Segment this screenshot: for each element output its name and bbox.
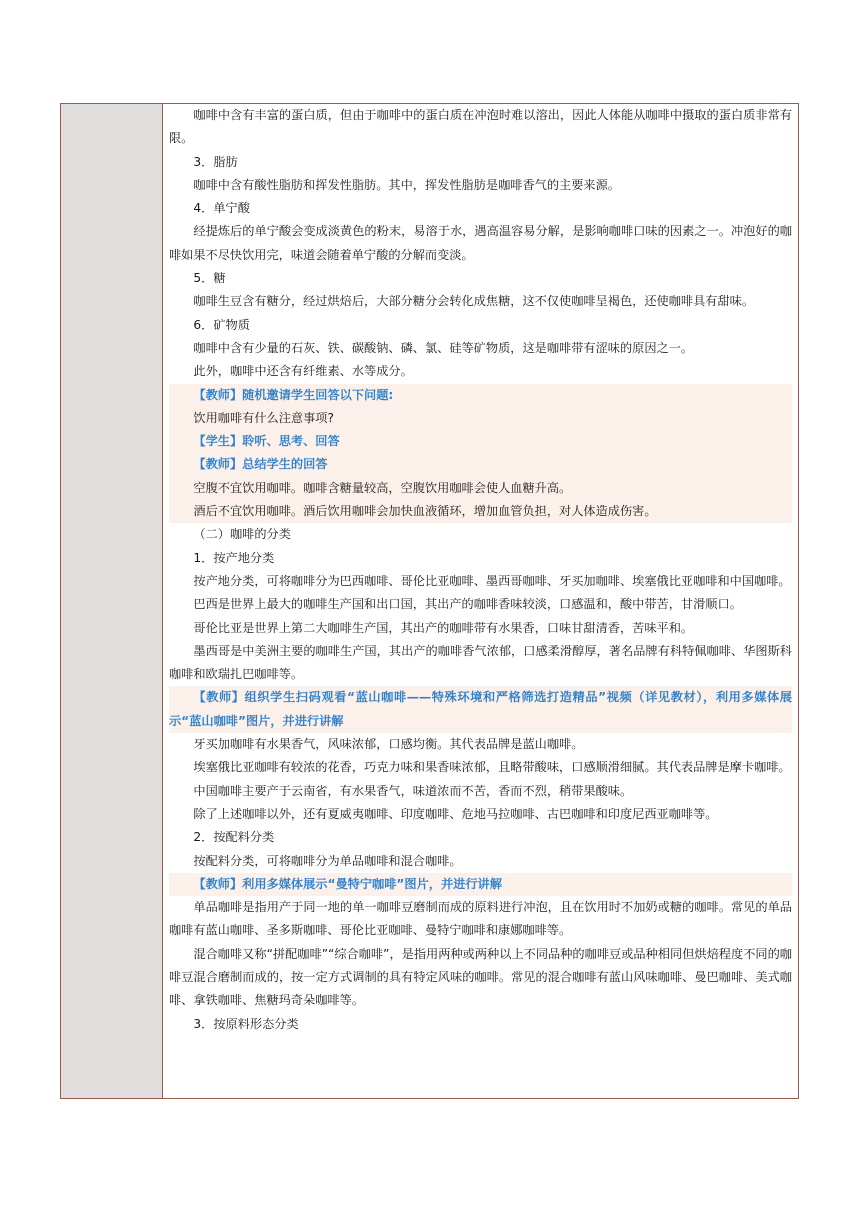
paragraph [169,174,792,197]
paragraph [169,477,792,500]
paragraph [169,593,792,616]
paragraph-text: 经提炼后的单宁酸会变成淡黄色的粉末，易溶于水，遇高温容易分解，是影响咖啡口味的因素之一。冲泡好的咖啡如果不尽快饮用完，味道会随着单宁酸的分解而变淡。 [169,224,792,262]
lesson-table [60,103,799,1099]
paragraph-text: 空腹不宜饮用咖啡。咖啡含糖量较高，空腹饮用咖啡会使人血糖升高。 [193,480,572,495]
teacher-student-note [169,686,792,733]
paragraph [169,407,792,430]
paragraph-text: 3．脂肪 [193,154,238,169]
paragraph [169,360,792,383]
teacher-student-note [169,453,792,476]
paragraph-text: 单品咖啡是指用产于同一地的单一咖啡豆磨制而成的原料进行冲泡，且在饮用时不加奶或糖的咖啡。常见的单品咖啡有蓝山咖啡、圣多斯咖啡、哥伦比亚咖啡、曼特宁咖啡和康娜咖啡等。 [169,900,792,938]
paragraph-text: 咖啡生豆含有糖分，经过烘焙后，大部分糖分会转化成焦糖，这不仅使咖啡呈褐色，还使咖啡具有甜味。 [193,294,755,309]
paragraph [169,780,792,803]
paragraph-text: 【教师】随机邀请学生回答以下问题: [193,387,394,402]
teacher-student-note [169,873,792,896]
paragraph-text: 埃塞俄比亚咖啡有较浓的花香，巧克力味和果香味浓郁，且略带酸味，口感顺滑细腻。其代表品牌是摩卡咖啡。 [193,760,791,775]
paragraph-text: 牙买加咖啡有水果香气，风味浓郁，口感均衡。其代表品牌是蓝山咖啡。 [193,737,584,752]
paragraph-text: 巴西是世界上最大的咖啡生产国和出口国，其出产的咖啡香味较淡，口感温和，酸中带苦，甘滑顺口。 [193,597,742,612]
paragraph [169,570,792,593]
paragraph [169,523,792,546]
paragraph-text: 【教师】总结学生的回答 [193,457,328,472]
paragraph-text: 混合咖啡又称“拼配咖啡”“综合咖啡”，是指用两种或两种以上不同品种的咖啡豆或品种相同但烘焙程度不同的咖啡豆混合磨制而成的，按一定方式调制的具有特定风味的咖啡。常见的混合咖啡有蓝山风味咖啡、曼巴咖啡、美式咖啡、拿铁咖啡、焦糖玛奇朵咖啡等。 [169,946,792,1008]
paragraph [169,290,792,313]
paragraph [169,267,792,290]
paragraph-text: 3．按原料形态分类 [193,1016,299,1031]
paragraph [169,104,792,151]
paragraph-text: （二）咖啡的分类 [193,527,291,542]
paragraph-text: 咖啡中含有少量的石灰、铁、碳酸钠、磷、氯、硅等矿物质，这是咖啡带有涩味的原因之一。 [193,340,694,355]
paragraph-text: 5．糖 [193,271,226,286]
teacher-student-note [169,384,792,407]
paragraph [169,943,792,1013]
paragraph-text: 饮用咖啡有什么注意事项? [193,410,334,425]
paragraph-text: 1．按产地分类 [193,550,275,565]
paragraph-text: 【教师】组织学生扫码观看“蓝山咖啡——特殊环境和严格筛选打造精品”视频（详见教材），利用多媒体展示“蓝山咖啡”图片，并进行讲解 [169,690,792,728]
paragraph [169,617,792,640]
paragraph [169,756,792,779]
paragraph-text: 酒后不宜饮用咖啡。酒后饮用咖啡会加快血液循环，增加血管负担，对人体造成伤害。 [193,504,657,519]
paragraph-text: 墨西哥是中美洲主要的咖啡生产国，其出产的咖啡香气浓郁，口感柔滑醇厚，著名品牌有科特佩咖啡、华图斯科咖啡和欧瑞扎巴咖啡等。 [169,643,792,682]
paragraph [169,1013,792,1036]
paragraph-text: 4．单宁酸 [193,201,250,216]
paragraph [169,850,792,873]
paragraph [169,547,792,570]
paragraph [169,337,792,360]
paragraph [169,220,792,267]
paragraph-text: 咖啡中含有酸性脂肪和挥发性脂肪。其中，挥发性脂肪是咖啡香气的主要来源。 [193,177,620,192]
teacher-student-note [169,430,792,453]
paragraph-text: 2．按配料分类 [193,830,275,845]
paragraph [169,314,792,337]
paragraph-text: 除了上述咖啡以外，还有夏威夷咖啡、印度咖啡、危地马拉咖啡、古巴咖啡和印度尼西亚咖啡等。 [193,806,718,821]
paragraph [169,733,792,756]
paragraph-text: 哥伦比亚是世界上第二大咖啡生产国，其出产的咖啡带有水果香，口味甘甜清香，苦味平和。 [193,620,694,635]
paragraph-text: 咖啡中含有丰富的蛋白质，但由于咖啡中的蛋白质在冲泡时难以溶出，因此人体能从咖啡中摄取的蛋白质非常有限。 [169,108,792,146]
table-content-cell [163,104,798,1098]
paragraph [169,896,792,943]
paragraph [169,803,792,826]
paragraph-text: 按产地分类，可将咖啡分为巴西咖啡、哥伦比亚咖啡、墨西哥咖啡、牙买加咖啡、埃塞俄比亚咖啡和中国咖啡。 [193,573,791,588]
paragraph-text: 6．矿物质 [193,317,250,332]
paragraph-text: 中国咖啡主要产于云南省，有水果香气，味道浓而不苦，香而不烈，稍带果酸味。 [193,783,633,798]
paragraph [169,151,792,174]
paragraph [169,826,792,849]
paragraph [169,640,792,687]
paragraph [169,500,792,523]
table-left-column [61,104,163,1098]
paragraph-text: 按配料分类，可将咖啡分为单品咖啡和混合咖啡。 [193,853,462,868]
paragraph [169,197,792,220]
paragraph-text: 【教师】利用多媒体展示“曼特宁咖啡”图片，并进行讲解 [193,876,502,891]
paragraph-text: 此外，咖啡中还含有纤维素、水等成分。 [193,364,413,379]
paragraph-text: 【学生】聆听、思考、回答 [193,434,340,449]
